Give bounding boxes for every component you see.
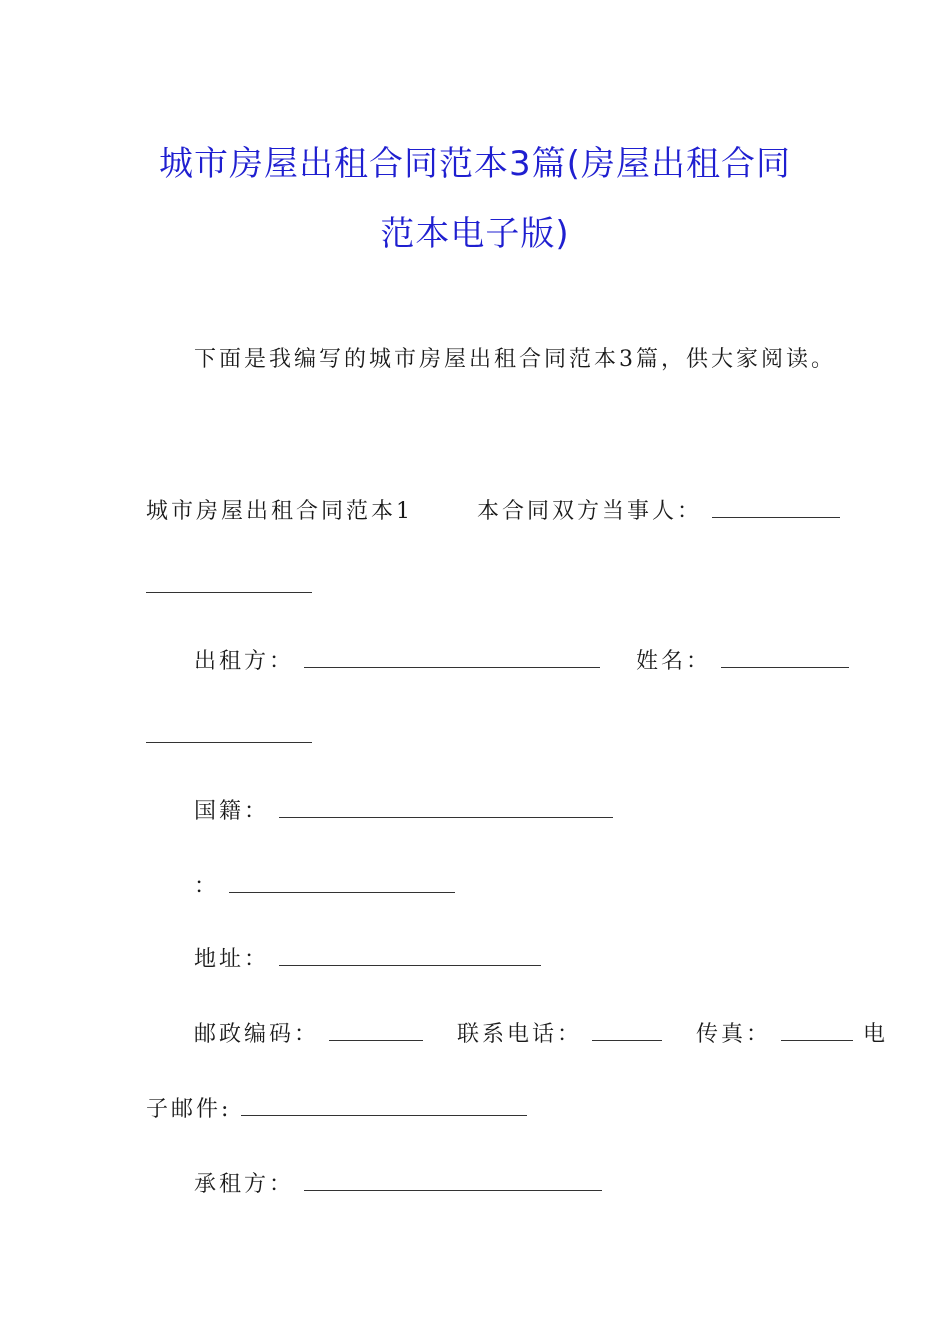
address-blank[interactable] — [279, 947, 541, 966]
nationality-blank[interactable] — [279, 799, 613, 818]
name-blank-continued[interactable] — [146, 724, 312, 743]
lessor-blank[interactable] — [304, 649, 600, 668]
lessee-label: 承租方： — [194, 1172, 295, 1197]
colon-row — [194, 874, 455, 898]
email-blank[interactable] — [241, 1097, 527, 1116]
name-blank[interactable] — [721, 649, 849, 668]
nationality-label: 国籍： — [194, 799, 270, 824]
lessor-label: 出租方： — [194, 649, 295, 674]
phone-label: 联系电话： — [457, 1022, 583, 1047]
contract-heading: 城市房屋出租合同范本1 — [146, 499, 413, 524]
email-label-end: 子邮件: — [146, 1097, 232, 1122]
parties-label: 本合同双方当事人： — [477, 499, 703, 524]
fax-blank[interactable] — [781, 1022, 853, 1041]
address-row — [194, 947, 541, 971]
nationality-row — [194, 799, 613, 823]
email-label-start: 电 — [863, 1022, 889, 1047]
colon-blank[interactable] — [229, 874, 455, 893]
document-title-line-1: 城市房屋出租合同范本3篇(房屋出租合同 — [159, 144, 791, 184]
email-row — [146, 1097, 527, 1121]
lessee-blank[interactable] — [304, 1172, 602, 1191]
colon-label: ： — [194, 874, 220, 899]
parties-blank[interactable] — [712, 499, 840, 518]
name-label: 姓名： — [636, 649, 712, 674]
phone-blank[interactable] — [592, 1022, 662, 1041]
postcode-blank[interactable] — [329, 1022, 423, 1041]
contract-heading-row — [146, 499, 840, 523]
fax-label: 传真： — [696, 1022, 772, 1047]
parties-blank-continued[interactable] — [146, 574, 312, 593]
name-blank-continued-row — [146, 724, 312, 748]
intro-paragraph: 下面是我编写的城市房屋出租合同范本3篇，供大家阅读。 — [194, 347, 836, 372]
lessor-row — [194, 649, 849, 673]
document-title-line-2: 范本电子版) — [380, 214, 570, 254]
parties-blank-continued-row — [146, 574, 312, 598]
address-label: 地址： — [194, 947, 270, 972]
contact-row — [194, 1022, 888, 1046]
postcode-label: 邮政编码： — [194, 1022, 320, 1047]
lessee-row — [194, 1172, 602, 1196]
